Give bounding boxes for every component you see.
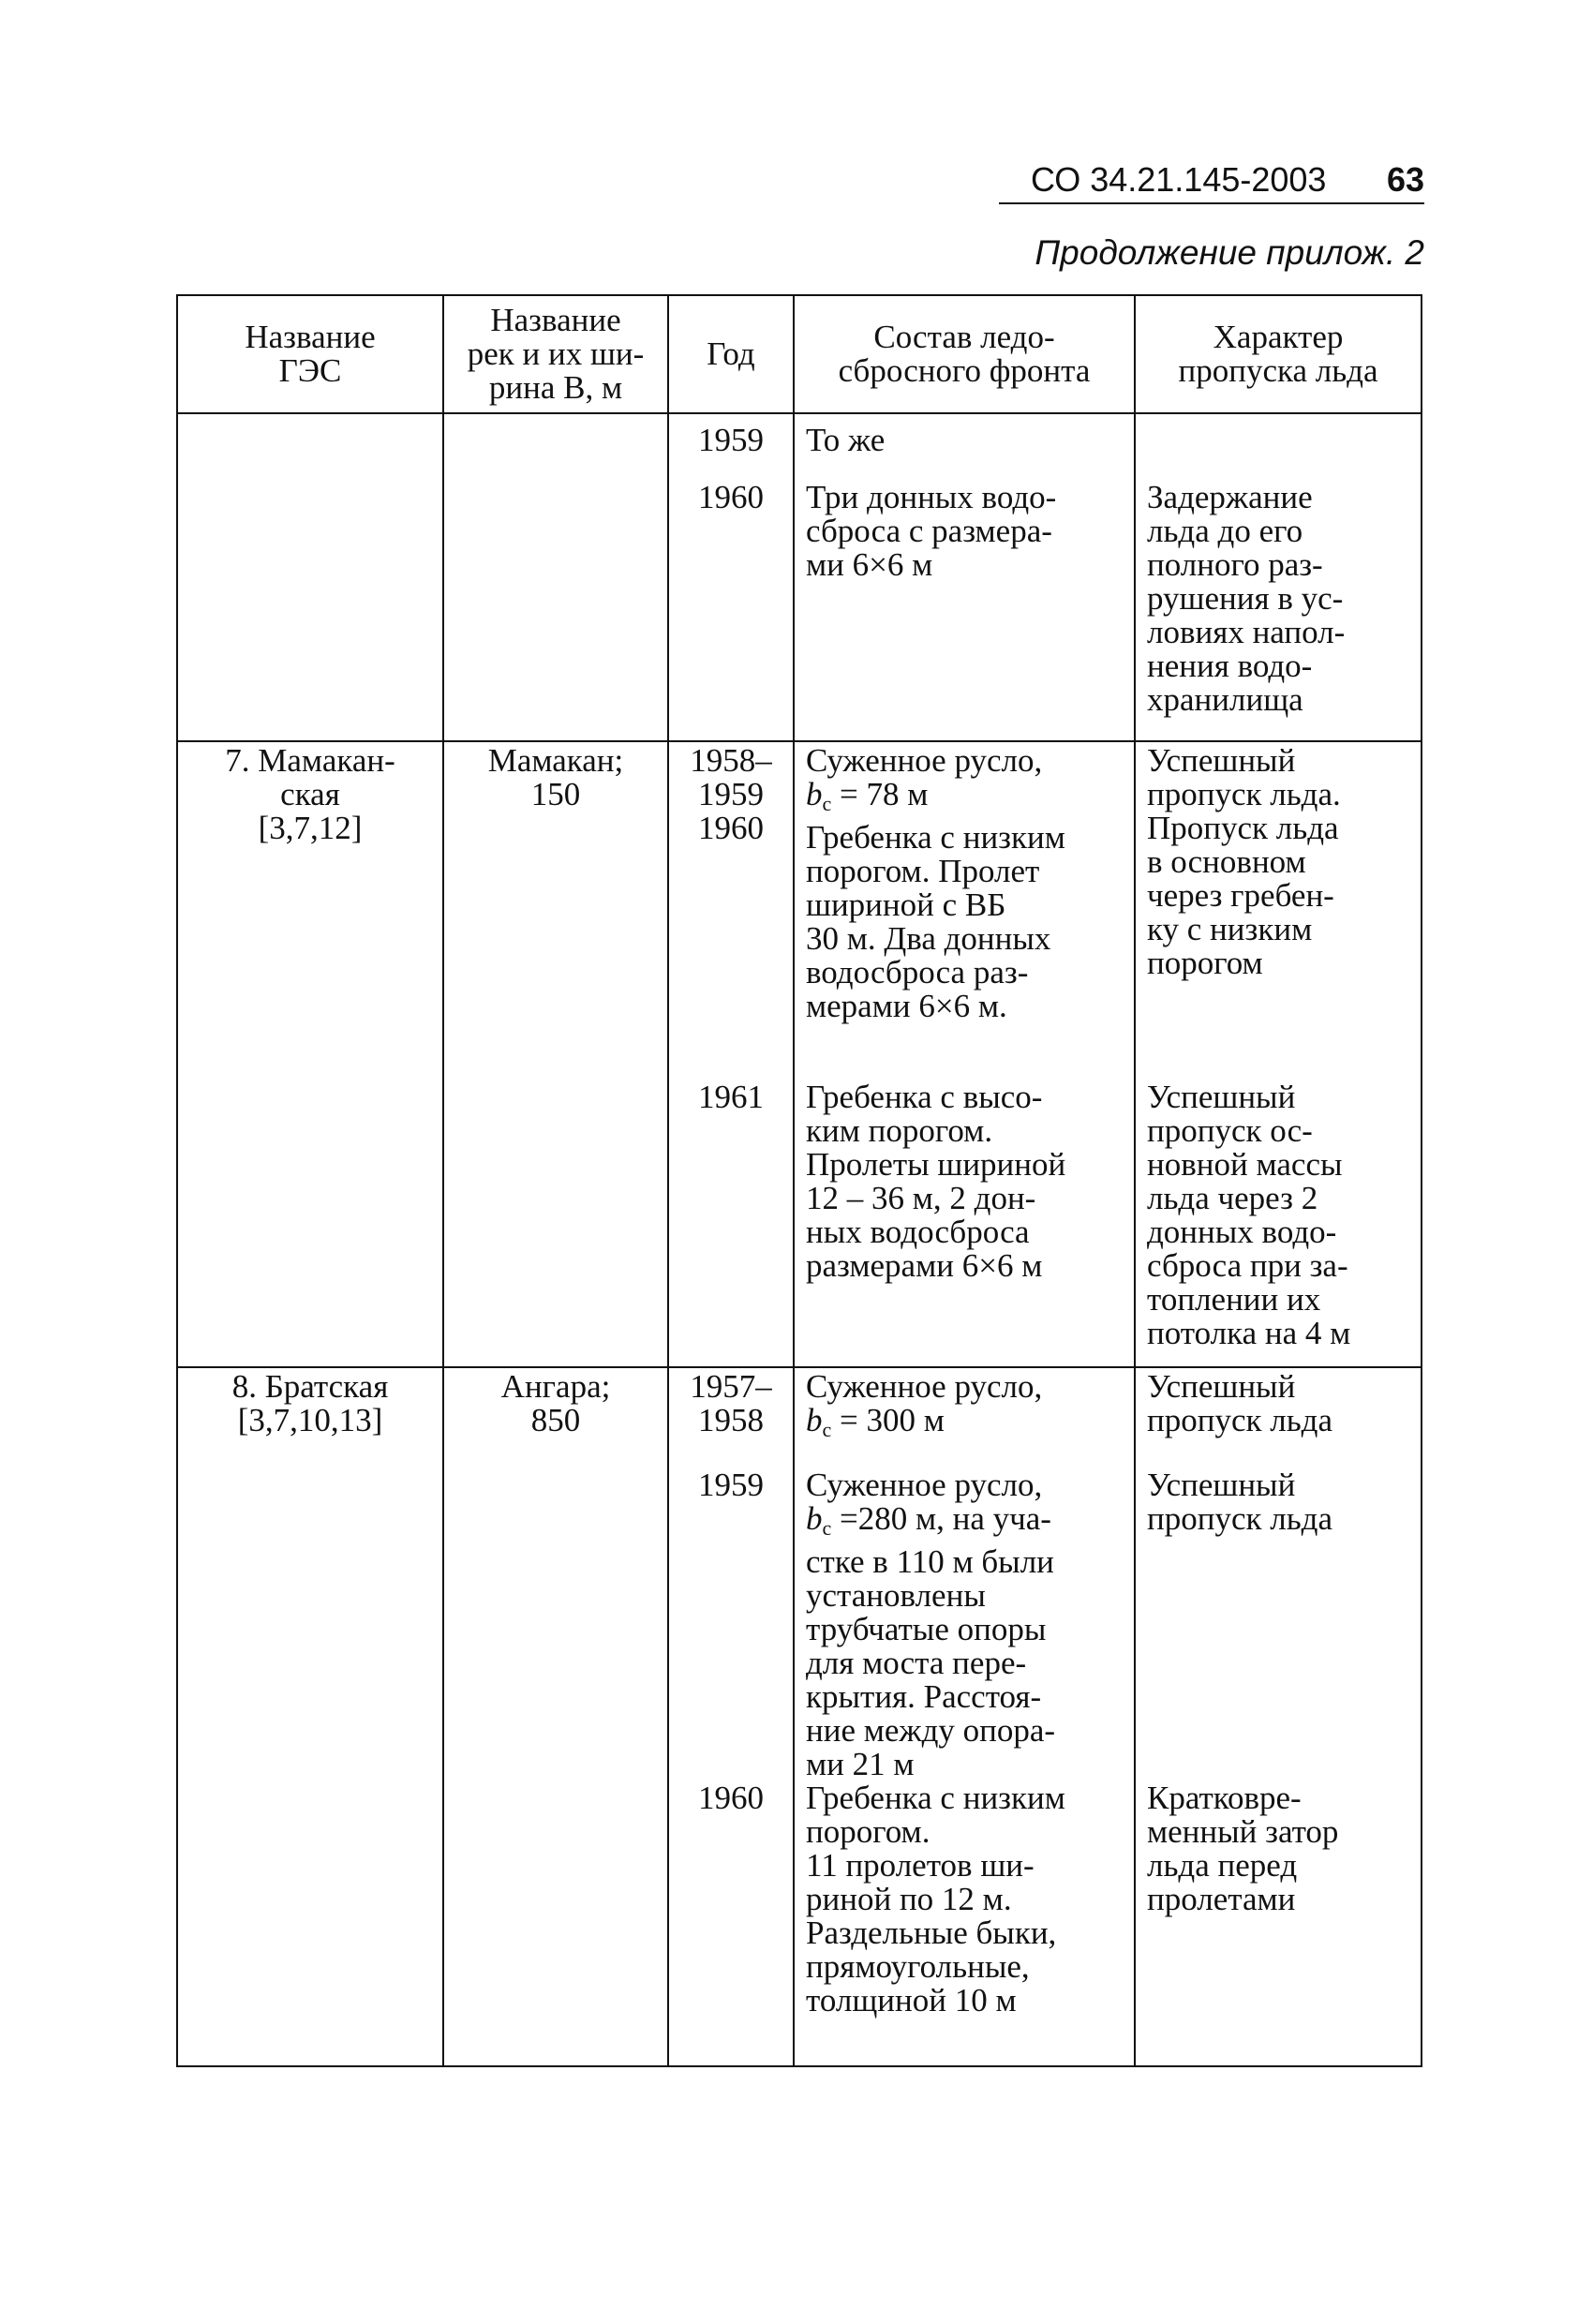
bc-formula: $b_c = 78$ м bbox=[806, 776, 929, 815]
river-cell bbox=[443, 1468, 668, 1781]
year-cell: 1957– 1958 bbox=[668, 1367, 794, 1468]
station-cell bbox=[177, 413, 443, 481]
column-header-year: Год bbox=[668, 295, 794, 413]
river-cell: Ангара; 850 bbox=[443, 1367, 668, 1468]
column-header-river: Название рек и их ши- рина В, м bbox=[443, 295, 668, 413]
river-cell bbox=[443, 481, 668, 741]
year-cell: 1959 bbox=[668, 413, 794, 481]
table-row bbox=[177, 1367, 1422, 1468]
composition-cell: Гребенка с низким порогом. 11 пролетов ши- риной по 12 м. Раздельные быки, прямоугольные, толщиной 10 м bbox=[794, 1781, 1135, 2066]
composition-cell: Три донных водо- сброса с размера- ми 6×6 м bbox=[794, 481, 1135, 741]
station-cell bbox=[177, 1468, 443, 1781]
river-cell bbox=[443, 1080, 668, 1367]
table-row bbox=[177, 741, 1422, 1080]
document-header bbox=[999, 159, 1424, 204]
year-cell: 1959 bbox=[668, 1468, 794, 1781]
station-cell bbox=[177, 481, 443, 741]
continuation-label: Продолжение прилож. 2 bbox=[1035, 233, 1424, 272]
year-cell: 1960 bbox=[668, 1781, 794, 2066]
composition-cell: То же bbox=[794, 413, 1135, 481]
column-header-character: Характер пропуска льда bbox=[1135, 295, 1422, 413]
composition-cell: Суженное русло, $b_c =280$ м, на уча- стке в 110 м были установлены трубчатые опоры для моста пере- крытия. Расстоя- ние между опора- ми 21 м bbox=[794, 1468, 1135, 1781]
character-cell: Задержание льда до его полного раз- рушения в ус- ловиях напол- нения водо- хранилища bbox=[1135, 481, 1422, 741]
station-cell: 7. Мамакан- ская [3,7,12] bbox=[177, 741, 443, 1080]
composition-cell: Суженное русло, $b_c = 78$ м Гребенка с низким порогом. Пролет шириной с ВБ 30 м. Два донных водосброса раз- мерами 6×6 м. bbox=[794, 741, 1135, 1080]
character-cell: Успешный пропуск ос- новной массы льда через 2 донных водо- сброса при за- топлении их потолка на 4 м bbox=[1135, 1080, 1422, 1367]
column-header-station: Название ГЭС bbox=[177, 295, 443, 413]
station-cell bbox=[177, 1781, 443, 2066]
year-cell: 1961 bbox=[668, 1080, 794, 1367]
station-cell bbox=[177, 1080, 443, 1367]
bc-formula: $b_c =280$ м, на уча- bbox=[806, 1500, 1051, 1540]
character-cell: Успешный пропуск льда bbox=[1135, 1367, 1422, 1468]
year-cell: 1958– 1959 1960 bbox=[668, 741, 794, 1080]
page-number: 63 bbox=[1386, 160, 1424, 199]
composition-cell: Гребенка с высо- ким порогом. Пролеты шириной 12 – 36 м, 2 дон- ных водосброса размерами 6×6 м bbox=[794, 1080, 1135, 1367]
character-cell: Успешный пропуск льда bbox=[1135, 1468, 1422, 1781]
composition-cell: Суженное русло, $b_c = 300$ м bbox=[794, 1367, 1135, 1468]
river-cell: Мамакан; 150 bbox=[443, 741, 668, 1080]
document-code: СО 34.21.145-2003 bbox=[1031, 160, 1327, 199]
hydro-table bbox=[176, 294, 1422, 2067]
table-row bbox=[177, 413, 1422, 481]
character-cell: Успешный пропуск льда. Пропуск льда в основном через гребен- ку с низким порогом bbox=[1135, 741, 1422, 1080]
character-cell bbox=[1135, 413, 1422, 481]
year-cell: 1960 bbox=[668, 481, 794, 741]
column-header-composition: Состав ледо- сбросного фронта bbox=[794, 295, 1135, 413]
bc-formula: $b_c = 300$ м bbox=[806, 1402, 945, 1441]
river-cell bbox=[443, 413, 668, 481]
river-cell bbox=[443, 1781, 668, 2066]
table-row bbox=[177, 1781, 1422, 2066]
station-cell: 8. Братская [3,7,10,13] bbox=[177, 1367, 443, 1468]
character-cell: Кратковре- менный затор льда перед пролетами bbox=[1135, 1781, 1422, 2066]
table-header-row bbox=[177, 295, 1422, 413]
table-row bbox=[177, 1080, 1422, 1367]
table-row bbox=[177, 1468, 1422, 1781]
table-row bbox=[177, 481, 1422, 741]
